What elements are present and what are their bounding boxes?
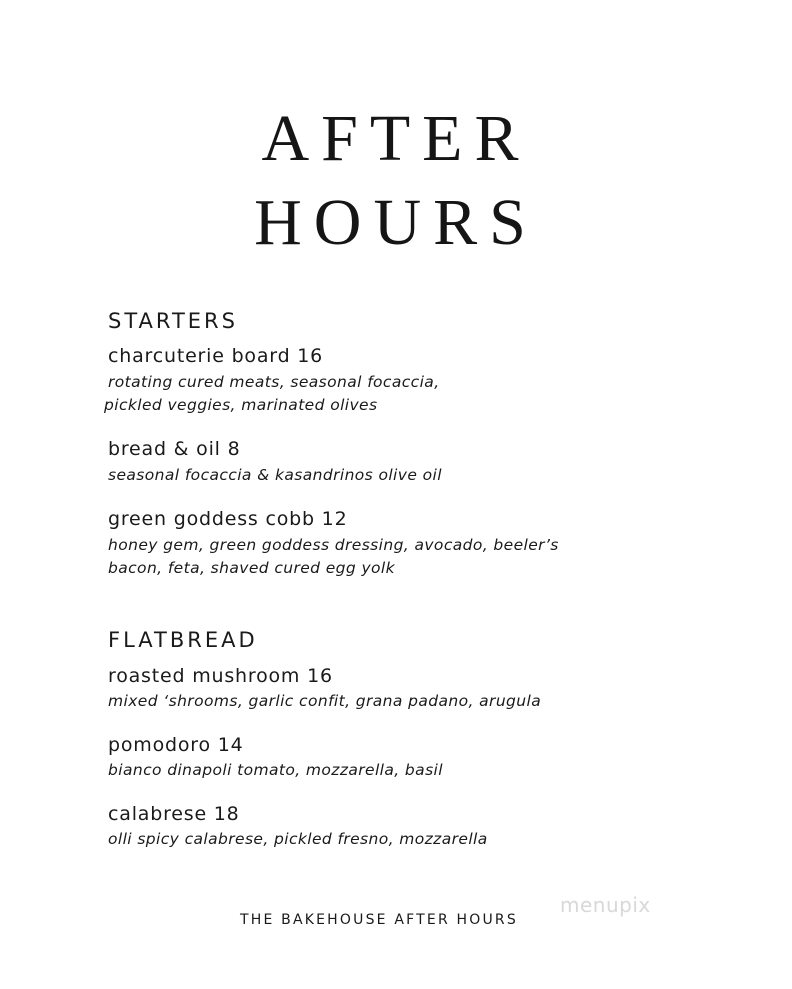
menu-item-name: green goddess cobb 12: [108, 508, 348, 530]
menu-item-name: bread & oil 8: [108, 438, 241, 460]
menu-item-description-line: bacon, feta, shaved cured egg yolk: [108, 559, 396, 577]
section-heading-starters: STARTERS: [108, 309, 238, 333]
menu-item-description-line: rotating cured meats, seasonal focaccia,: [108, 373, 440, 391]
menu-item-name: charcuterie board 16: [108, 345, 324, 367]
menu-item-name: calabrese 18: [108, 803, 240, 825]
menu-item-description-line: mixed ‘shrooms, garlic confit, grana padano, arugula: [108, 692, 542, 710]
menu-item-description-line: seasonal focaccia & kasandrinos olive oil: [108, 466, 442, 484]
menu-title-line-1: AFTER: [261, 102, 531, 175]
menu-item-description-line: pickled veggies, marinated olives: [104, 396, 378, 414]
menu-item-description-line: honey gem, green goddess dressing, avocado, beeler’s: [108, 536, 559, 554]
section-heading-flatbread: FLATBREAD: [108, 628, 258, 652]
menu-item-description: [108, 534, 668, 580]
menu-item-description-line: olli spicy calabrese, pickled fresno, mozzarella: [108, 830, 488, 848]
menu-item-description: [104, 371, 668, 417]
menu-item-description: [108, 759, 668, 782]
footer-restaurant-name: THE BAKEHOUSE AFTER HOURS: [240, 912, 518, 928]
menu-item-description: [108, 690, 668, 713]
menu-item-name: roasted mushroom 16: [108, 665, 333, 687]
menu-item-description: [108, 828, 668, 851]
menu-title-line-2: HOURS: [254, 186, 538, 259]
watermark-logo: menupix: [560, 893, 651, 917]
menu-item-name: pomodoro 14: [108, 734, 244, 756]
menu-item-description: [108, 464, 668, 487]
menu-item-description-line: bianco dinapoli tomato, mozzarella, basil: [108, 761, 443, 779]
